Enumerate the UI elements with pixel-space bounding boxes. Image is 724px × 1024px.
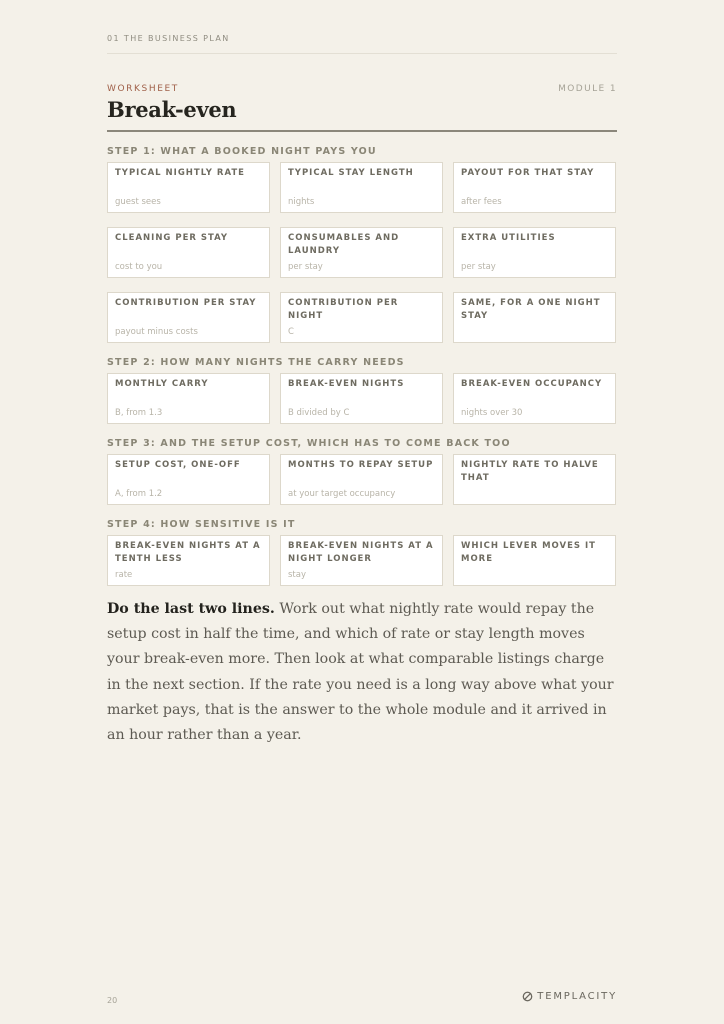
field-label: BREAK-EVEN NIGHTS AT A TENTH LESS: [115, 541, 261, 564]
field-label: CLEANING PER STAY: [115, 233, 229, 243]
field-hint: C: [288, 327, 294, 337]
step-1-label: STEP 1: WHAT A BOOKED NIGHT PAYS YOU: [107, 146, 377, 157]
field-typical-nightly-rate[interactable]: [107, 162, 270, 213]
field-contribution-per-night[interactable]: [280, 292, 443, 343]
field-label: EXTRA UTILITIES: [461, 233, 556, 243]
section-eyebrow: WORKSHEET: [107, 84, 179, 94]
field-hint: nights over 30: [461, 408, 523, 418]
field-label: CONTRIBUTION PER NIGHT: [288, 298, 399, 321]
field-which-lever[interactable]: [453, 535, 616, 586]
field-label: BREAK-EVEN OCCUPANCY: [461, 379, 603, 389]
field-hint: payout minus costs: [115, 327, 198, 337]
field-label: CONSUMABLES AND LAUNDRY: [288, 233, 400, 256]
field-hint: after fees: [461, 197, 502, 207]
field-break-even-occupancy[interactable]: [453, 373, 616, 424]
field-label: BREAK-EVEN NIGHTS AT A NIGHT LONGER: [288, 541, 434, 564]
field-label: MONTHS TO REPAY SETUP: [288, 460, 434, 470]
field-one-night-stay[interactable]: [453, 292, 616, 343]
field-label: TYPICAL NIGHTLY RATE: [115, 168, 245, 178]
field-hint: nights: [288, 197, 315, 207]
field-label: PAYOUT FOR THAT STAY: [461, 168, 595, 178]
field-label: TYPICAL STAY LENGTH: [288, 168, 414, 178]
field-typical-stay-length[interactable]: [280, 162, 443, 213]
instruction-paragraph: [107, 597, 617, 748]
title-divider: [107, 130, 617, 132]
field-extra-utilities[interactable]: [453, 227, 616, 278]
field-hint: rate: [115, 570, 133, 580]
field-monthly-carry[interactable]: [107, 373, 270, 424]
field-nights-at-longer-stay[interactable]: [280, 535, 443, 586]
field-nightly-rate-to-halve[interactable]: [453, 454, 616, 505]
field-label: SAME, FOR A ONE NIGHT STAY: [461, 298, 601, 321]
field-payout-for-stay[interactable]: [453, 162, 616, 213]
step-4-label: STEP 4: HOW SENSITIVE IS IT: [107, 519, 296, 530]
field-hint: B, from 1.3: [115, 408, 163, 418]
instruction-text: Work out what nightly rate would repay the setup cost in half the time, and which of rate or stay length moves your break-even more. Then look at what comparable listings charge in the next section. If the rate you need is a long way above what your market pays, that is the answer to the whole module and it arrived in an hour rather than a year.: [107, 601, 614, 744]
header-divider: [107, 53, 617, 54]
brand-name: TEMPLACITY: [537, 991, 617, 1002]
brand-logo: [522, 991, 617, 1002]
field-label: SETUP COST, ONE-OFF: [115, 460, 241, 470]
field-label: BREAK-EVEN NIGHTS: [288, 379, 405, 389]
field-label: WHICH LEVER MOVES IT MORE: [461, 541, 596, 564]
leaf-logo-icon: [522, 991, 533, 1002]
field-nights-at-tenth-less-rate[interactable]: [107, 535, 270, 586]
field-hint: cost to you: [115, 262, 163, 272]
module-label: MODULE 1: [558, 84, 617, 94]
field-hint: at your target occupancy: [288, 489, 396, 499]
step-3-label: STEP 3: AND THE SETUP COST, WHICH HAS TO COME BACK TOO: [107, 438, 511, 449]
field-label: MONTHLY CARRY: [115, 379, 209, 389]
worksheet-page: [107, 0, 617, 1024]
field-hint: stay: [288, 570, 307, 580]
field-consumables-and-laundry[interactable]: [280, 227, 443, 278]
field-hint: per stay: [461, 262, 496, 272]
field-cleaning-per-stay[interactable]: [107, 227, 270, 278]
field-hint: per stay: [288, 262, 323, 272]
field-setup-cost[interactable]: [107, 454, 270, 505]
running-head: 01 THE BUSINESS PLAN: [107, 34, 230, 43]
field-label: NIGHTLY RATE TO HALVE THAT: [461, 460, 599, 483]
field-contribution-per-stay[interactable]: [107, 292, 270, 343]
step-2-label: STEP 2: HOW MANY NIGHTS THE CARRY NEEDS: [107, 357, 405, 368]
field-break-even-nights[interactable]: [280, 373, 443, 424]
field-hint: guest sees: [115, 197, 161, 207]
field-hint: A, from 1.2: [115, 489, 163, 499]
instruction-lead: Do the last two lines.: [107, 601, 275, 617]
field-months-to-repay-setup[interactable]: [280, 454, 443, 505]
page-number: 20: [107, 996, 118, 1005]
field-hint: B divided by C: [288, 408, 350, 418]
field-label: CONTRIBUTION PER STAY: [115, 298, 257, 308]
page-title: Break-even: [107, 97, 237, 122]
